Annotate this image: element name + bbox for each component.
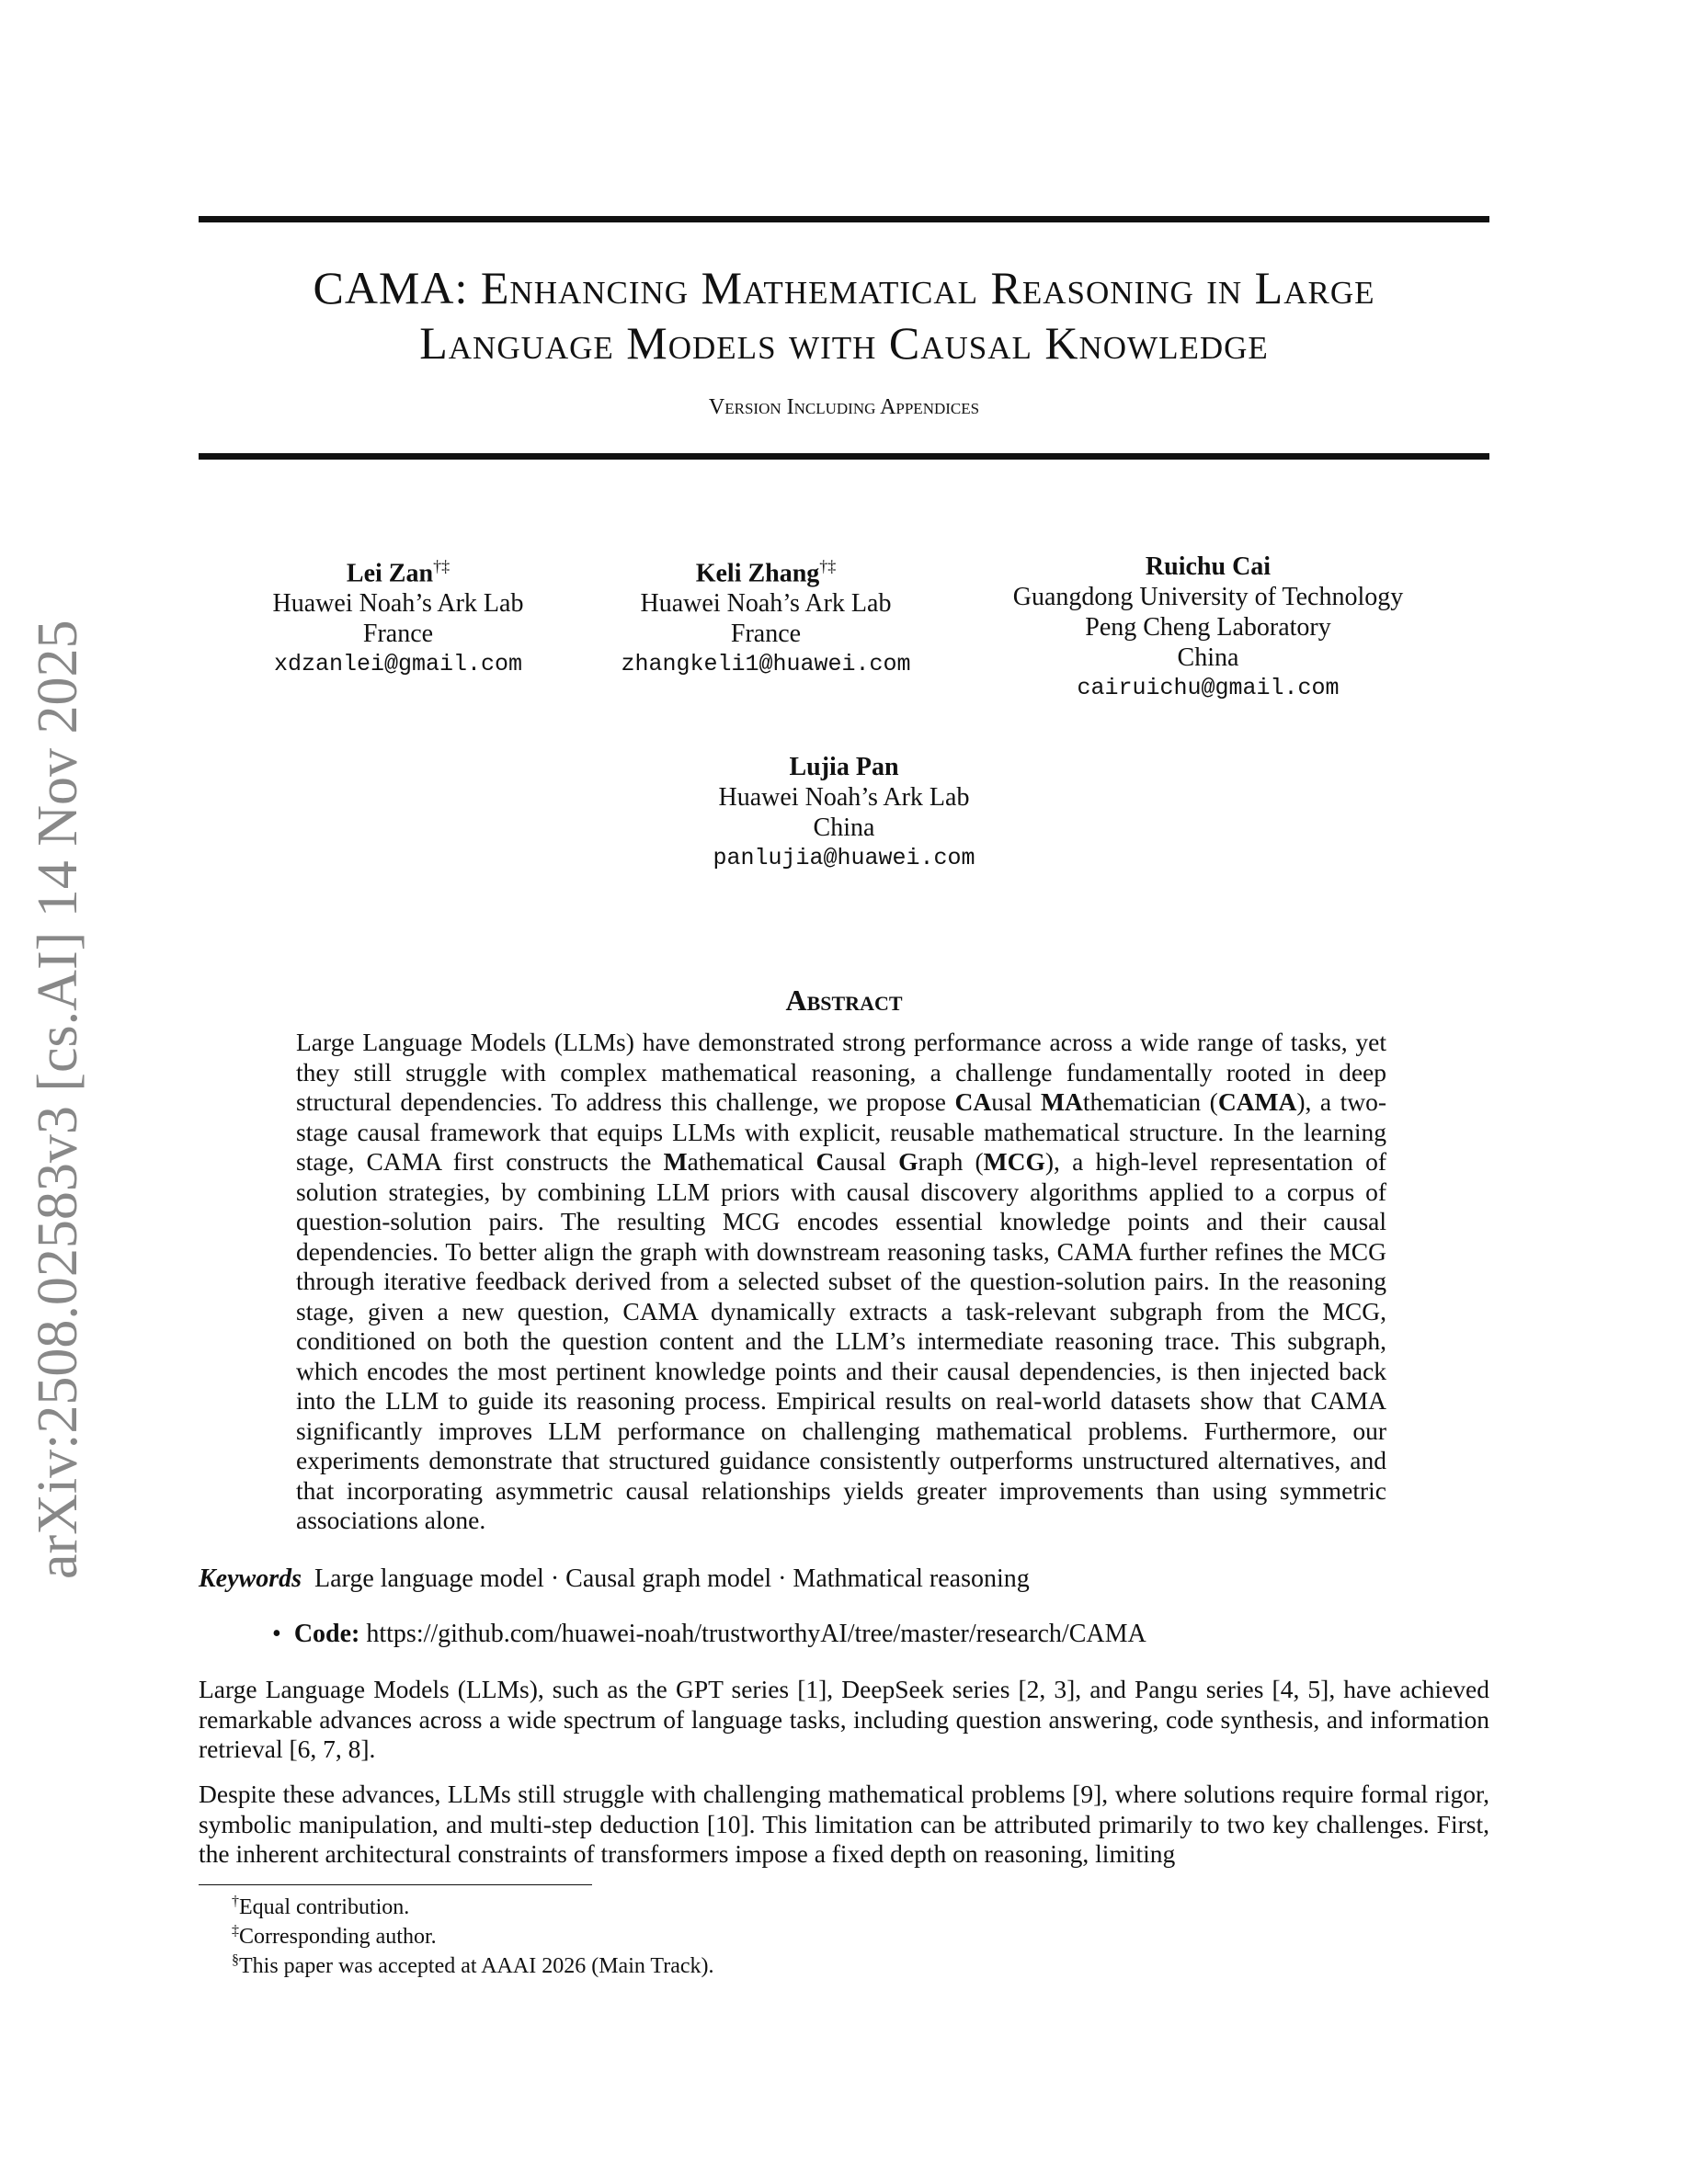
author-affiliation: Guangdong University of Technology [1012,583,1404,611]
author-country: China [1177,643,1239,672]
bullet-icon: • [272,1620,281,1648]
author-email[interactable]: cairuichu@gmail.com [1077,675,1340,701]
title-line-1: CAMA: Enhancing Mathematical Reasoning in Large [313,262,1375,313]
paper-subtitle: Version Including Appendices [708,395,980,419]
author-block [588,552,943,679]
author-email[interactable]: zhangkeli1@huawei.com [621,651,911,678]
footnote: §This paper was accepted at AAAI 2026 (Main Track). [232,1952,714,1978]
author-name: Ruichu Cai [1145,552,1272,581]
author-affiliation: Huawei Noah’s Ark Lab [272,589,524,619]
keywords-label: Keywords [199,1564,302,1593]
footnote-rule [199,1884,592,1885]
author-name: Lei Zan†‡ [346,557,451,588]
footnote: ‡Corresponding author. [232,1923,437,1949]
paper-title [199,260,1489,370]
keywords-line [199,1564,1030,1594]
author-name: Lujia Pan [789,753,899,781]
author-block [978,552,1438,703]
footnote: †Equal contribution. [232,1894,410,1919]
abstract-heading: Abstract [785,984,903,1017]
arxiv-stamp: arXiv:2508.02583v3 [cs.AI] 14 Nov 2025 [27,620,89,1579]
title-line-2: Language Models with Causal Knowledge [419,317,1269,369]
author-name: Keli Zhang†‡ [695,557,837,588]
body-paragraph: Despite these advances, LLMs still struggle with challenging mathematical problems [9], where solutions require formal rigor, symbolic manipulation, and multi-step deduction [10]. This limitation can be attributed primarily to two key challenges. First, the inherent architectural constraints of transformers impose a fixed depth on reasoning, limiting [199,1780,1489,1868]
author-country: France [362,620,434,649]
bottom-rule [199,453,1489,460]
keywords-text: Large language model · Causal graph model · Mathmatical reasoning [314,1564,1030,1593]
author-email[interactable]: panlujia@huawei.com [713,845,975,871]
author-country: France [730,620,802,649]
author-email[interactable]: xdzanlei@gmail.com [273,651,523,678]
body-paragraph: Large Language Models (LLMs), such as the GPT series [1], DeepSeek series [2, 3], and Pangu series [4, 5], have achieved remarkable advances across a wide spectrum of language tasks, including question answering, code synthesis, and information retrieval [6, 7, 8]. [199,1675,1489,1763]
code-label: Code: [293,1620,360,1648]
author-affiliation: Huawei Noah’s Ark Lab [718,783,970,812]
top-rule [199,216,1489,222]
code-link[interactable]: https://github.com/huawei-noah/trustworthyAI/tree/master/research/CAMA [366,1620,1146,1648]
author-block [230,552,566,679]
author-affiliation: Huawei Noah’s Ark Lab [640,589,892,619]
code-bullet [272,1620,1146,1649]
author-country: China [813,813,875,842]
author-block [660,752,1028,873]
abstract-text: Large Language Models (LLMs) have demonstrated strong performance across a wide range of tasks, yet they still struggle with complex mathematical reasoning, a challenge fundamentally rooted in deep structural dependencies. To address this challenge, we propose CAusal MAthematician (CAMA), a two-stage causal framework that equips LLMs with explicit, reusable mathematical structure. In the learning stage, CAMA first constructs the Mathematical Causal Graph (MCG), a high-level representation of solution strategies, by combining LLM priors with causal discovery algorithms applied to a corpus of question-solution pairs. The resulting MCG encodes essential knowledge points and their causal dependencies. To better align the graph with downstream reasoning tasks, CAMA further refines the MCG through iterative feedback derived from a selected subset of the question-solution pairs. In the reasoning stage, given a new question, CAMA dynamically extracts a task-relevant subgraph from the MCG, conditioned on both the question content and the LLM’s intermediate reasoning trace. This subgraph, which encodes the most pertinent knowledge points and their causal dependencies, is then injected back into the LLM to guide its reasoning process. Empirical results on real-world datasets show that CAMA significantly improves LLM performance on challenging mathematical problems. Furthermore, our experiments demonstrate that structured guidance consistently outperforms unstructured alternatives, and that incorporating asymmetric causal relationships yields greater improvements than using symmetric associations alone. [296,1028,1386,1534]
author-affiliation: Peng Cheng Laboratory [1085,613,1331,642]
